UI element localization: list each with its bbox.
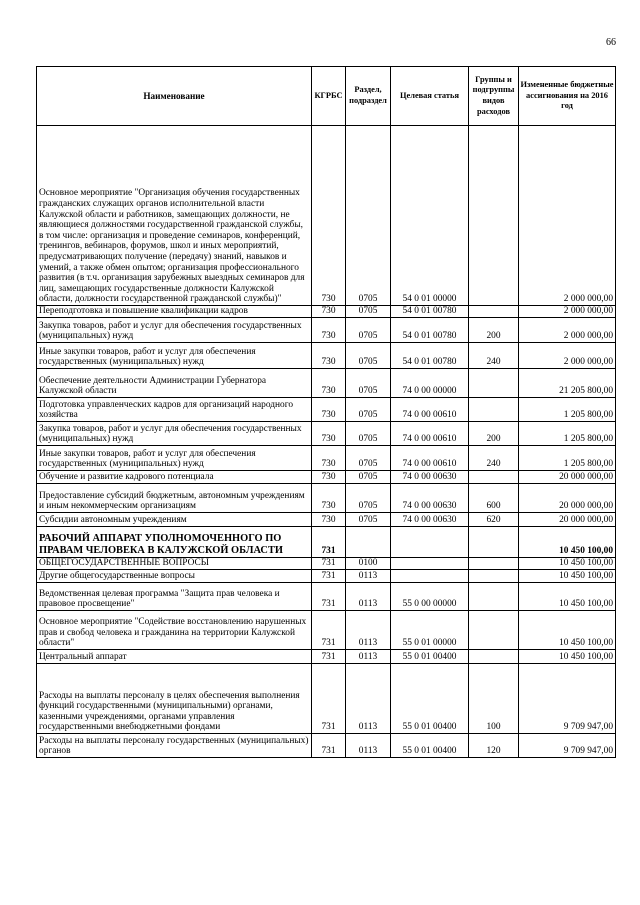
table-row xyxy=(37,583,616,611)
cell-kgrbs: 731 xyxy=(312,583,346,611)
cell-section: 0705 xyxy=(346,513,391,527)
cell-target: 74 0 00 00630 xyxy=(391,471,469,484)
cell-group: 600 xyxy=(469,484,519,513)
cell-name: Закупка товаров, работ и услуг для обеспечения государственных (муниципальных) нужд xyxy=(37,318,312,343)
cell-name: Обучение и развитие кадрового потенциала xyxy=(37,471,312,484)
page-number: 66 xyxy=(606,37,616,48)
cell-target: 54 0 01 00780 xyxy=(391,306,469,318)
cell-section: 0705 xyxy=(346,398,391,422)
cell-target: 74 0 00 00630 xyxy=(391,484,469,513)
cell-kgrbs: 731 xyxy=(312,611,346,650)
cell-target: 74 0 00 00610 xyxy=(391,446,469,471)
cell-name: Закупка товаров, работ и услуг для обеспечения государственных (муниципальных) нужд xyxy=(37,422,312,446)
cell-amount: 2 000 000,00 xyxy=(519,343,616,369)
cell-group xyxy=(469,558,519,570)
cell-name: Иные закупки товаров, работ и услуг для обеспечения государственных (муниципальных) нужд xyxy=(37,343,312,369)
cell-name: РАБОЧИЙ АППАРАТ УПОЛНОМОЧЕННОГО ПО ПРАВАМ ЧЕЛОВЕКА В КАЛУЖСКОЙ ОБЛАСТИ xyxy=(37,527,312,558)
cell-kgrbs: 730 xyxy=(312,422,346,446)
cell-name: ОБЩЕГОСУДАРСТВЕННЫЕ ВОПРОСЫ xyxy=(37,558,312,570)
cell-target: 55 0 01 00000 xyxy=(391,611,469,650)
cell-group xyxy=(469,570,519,583)
cell-kgrbs: 730 xyxy=(312,446,346,471)
cell-section: 0705 xyxy=(346,343,391,369)
cell-group xyxy=(469,583,519,611)
table-row xyxy=(37,734,616,758)
cell-target: 54 0 01 00000 xyxy=(391,126,469,306)
cell-name: Субсидии автономным учреждениям xyxy=(37,513,312,527)
cell-kgrbs: 730 xyxy=(312,343,346,369)
cell-amount: 20 000 000,00 xyxy=(519,513,616,527)
cell-section: 0705 xyxy=(346,126,391,306)
cell-kgrbs: 731 xyxy=(312,527,346,558)
cell-section: 0113 xyxy=(346,570,391,583)
cell-amount: 10 450 100,00 xyxy=(519,570,616,583)
cell-target: 54 0 01 00780 xyxy=(391,343,469,369)
cell-name: Расходы на выплаты персоналу государственных (муниципальных) органов xyxy=(37,734,312,758)
cell-kgrbs: 730 xyxy=(312,484,346,513)
cell-kgrbs: 730 xyxy=(312,369,346,398)
cell-section: 0113 xyxy=(346,650,391,664)
table-row xyxy=(37,570,616,583)
cell-target xyxy=(391,527,469,558)
table-body xyxy=(37,126,616,758)
cell-kgrbs: 731 xyxy=(312,558,346,570)
cell-group xyxy=(469,611,519,650)
cell-section: 0100 xyxy=(346,558,391,570)
cell-group xyxy=(469,471,519,484)
cell-group xyxy=(469,369,519,398)
cell-kgrbs: 731 xyxy=(312,570,346,583)
cell-kgrbs: 730 xyxy=(312,471,346,484)
cell-section: 0705 xyxy=(346,484,391,513)
cell-name: Центральный аппарат xyxy=(37,650,312,664)
cell-section xyxy=(346,527,391,558)
cell-name: Основное мероприятие "Содействие восстановлению нарушенных прав и свобод человека и гражданина на территории Калужской области" xyxy=(37,611,312,650)
cell-kgrbs: 730 xyxy=(312,126,346,306)
cell-group: 620 xyxy=(469,513,519,527)
cell-amount: 10 450 100,00 xyxy=(519,611,616,650)
cell-group xyxy=(469,126,519,306)
cell-name: Основное мероприятие "Организация обучения государственных гражданских служащих органов исполнительной власти Калужской области и работников, замещающих должности, не являющиеся должностями государственной гражданской службы, в том числе: организация и проведение семинаров, конференций, тренингов, вебинаров, форумов, школ и иных мероприятий, предусматривающих получение (передачу) знаний, навыков и умений, а также обмен опытом; организация профессионального развития (в т.ч. организация зарубежных выездных семинаров для лиц, замещающих государственные должности Калужской области, должности государственной гражданской службы)" xyxy=(37,126,312,306)
table-row xyxy=(37,471,616,484)
cell-group: 120 xyxy=(469,734,519,758)
cell-kgrbs: 730 xyxy=(312,318,346,343)
cell-group xyxy=(469,306,519,318)
budget-table xyxy=(36,66,616,758)
cell-target: 55 0 01 00400 xyxy=(391,664,469,734)
cell-kgrbs: 731 xyxy=(312,650,346,664)
cell-section: 0705 xyxy=(346,318,391,343)
cell-target: 55 0 01 00400 xyxy=(391,734,469,758)
cell-amount: 10 450 100,00 xyxy=(519,583,616,611)
cell-name: Предоставление субсидий бюджетным, автономным учреждениям и иным некоммерческим организациям xyxy=(37,484,312,513)
cell-name: Ведомственная целевая программа "Защита прав человека и правовое просвещение" xyxy=(37,583,312,611)
cell-section: 0705 xyxy=(346,306,391,318)
cell-amount: 2 000 000,00 xyxy=(519,318,616,343)
header-amount: Измененные бюджетные ассигнования на 2016 год xyxy=(519,67,616,126)
cell-target xyxy=(391,570,469,583)
table-row xyxy=(37,398,616,422)
cell-target: 74 0 00 00000 xyxy=(391,369,469,398)
cell-target: 54 0 01 00780 xyxy=(391,318,469,343)
table-row xyxy=(37,513,616,527)
cell-target: 55 0 01 00400 xyxy=(391,650,469,664)
cell-amount: 2 000 000,00 xyxy=(519,306,616,318)
table-row xyxy=(37,650,616,664)
cell-amount: 9 709 947,00 xyxy=(519,734,616,758)
cell-group xyxy=(469,650,519,664)
table-row xyxy=(37,611,616,650)
cell-name: Обеспечение деятельности Администрации Губернатора Калужской области xyxy=(37,369,312,398)
cell-kgrbs: 730 xyxy=(312,306,346,318)
cell-amount: 20 000 000,00 xyxy=(519,471,616,484)
cell-amount: 21 205 800,00 xyxy=(519,369,616,398)
header-target: Целевая статья xyxy=(391,67,469,126)
cell-amount: 9 709 947,00 xyxy=(519,664,616,734)
cell-kgrbs: 730 xyxy=(312,398,346,422)
cell-name: Переподготовка и повышение квалификации кадров xyxy=(37,306,312,318)
cell-amount: 10 450 100,00 xyxy=(519,527,616,558)
cell-amount: 2 000 000,00 xyxy=(519,126,616,306)
cell-target: 55 0 00 00000 xyxy=(391,583,469,611)
cell-name: Расходы на выплаты персоналу в целях обеспечения выполнения функций государственными (муниципальными) органами, казенными учреждениями, органами управления государственными внебюджетными фондами xyxy=(37,664,312,734)
cell-kgrbs: 731 xyxy=(312,664,346,734)
cell-group: 100 xyxy=(469,664,519,734)
cell-target xyxy=(391,558,469,570)
cell-amount: 20 000 000,00 xyxy=(519,484,616,513)
cell-kgrbs: 731 xyxy=(312,734,346,758)
cell-amount: 1 205 800,00 xyxy=(519,398,616,422)
cell-target: 74 0 00 00610 xyxy=(391,422,469,446)
cell-name: Другие общегосударственные вопросы xyxy=(37,570,312,583)
cell-section: 0705 xyxy=(346,471,391,484)
cell-section: 0705 xyxy=(346,422,391,446)
header-name: Наименование xyxy=(37,67,312,126)
cell-amount: 1 205 800,00 xyxy=(519,446,616,471)
table-row xyxy=(37,484,616,513)
cell-target: 74 0 00 00610 xyxy=(391,398,469,422)
cell-section: 0113 xyxy=(346,583,391,611)
table-row xyxy=(37,126,616,306)
cell-amount: 10 450 100,00 xyxy=(519,558,616,570)
cell-name: Подготовка управленческих кадров для организаций народного хозяйства xyxy=(37,398,312,422)
table-row xyxy=(37,664,616,734)
cell-group: 240 xyxy=(469,446,519,471)
cell-group xyxy=(469,398,519,422)
table-row xyxy=(37,422,616,446)
header-groups: Группы и подгруппы видов расходов xyxy=(469,67,519,126)
cell-section: 0113 xyxy=(346,611,391,650)
cell-target: 74 0 00 00630 xyxy=(391,513,469,527)
cell-group: 240 xyxy=(469,343,519,369)
cell-amount: 1 205 800,00 xyxy=(519,422,616,446)
header-section: Раздел, подраздел xyxy=(346,67,391,126)
cell-section: 0705 xyxy=(346,446,391,471)
cell-amount: 10 450 100,00 xyxy=(519,650,616,664)
cell-group: 200 xyxy=(469,422,519,446)
table-row xyxy=(37,343,616,369)
table-header-row xyxy=(37,67,616,126)
table-row xyxy=(37,558,616,570)
cell-group: 200 xyxy=(469,318,519,343)
cell-section: 0113 xyxy=(346,734,391,758)
table-row xyxy=(37,446,616,471)
cell-kgrbs: 730 xyxy=(312,513,346,527)
cell-section: 0705 xyxy=(346,369,391,398)
header-kgrbs: КГРБС xyxy=(312,67,346,126)
table-row xyxy=(37,527,616,558)
table-row xyxy=(37,318,616,343)
cell-section: 0113 xyxy=(346,664,391,734)
cell-group xyxy=(469,527,519,558)
table-row xyxy=(37,306,616,318)
cell-name: Иные закупки товаров, работ и услуг для обеспечения государственных (муниципальных) нужд xyxy=(37,446,312,471)
table-row xyxy=(37,369,616,398)
